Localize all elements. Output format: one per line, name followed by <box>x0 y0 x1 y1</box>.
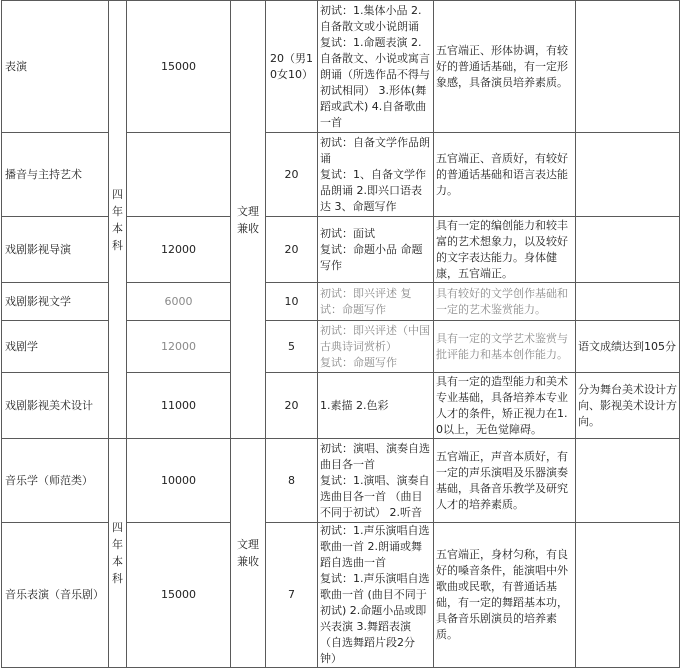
major-cell: 戏剧影视导演 <box>2 217 109 283</box>
enrollment-vertical-text: 文理兼收 <box>237 204 259 235</box>
requirement-cell: 具有较好的文学创作基础和一定的艺术鉴赏能力。 <box>434 283 576 321</box>
table-row <box>2 523 680 668</box>
enrollment-vertical-text: 文理兼收 <box>237 538 259 568</box>
admissions-table <box>1 0 680 668</box>
exam-cell: 初试：面试 复试：命题小品 命题写作 <box>318 217 434 283</box>
note-cell: 语文成绩达到105分 <box>576 321 680 373</box>
tuition-cell: 12000 <box>127 321 231 373</box>
requirement-cell: 五官端正，声音本质好，有一定的声乐演唱及乐器演奏基础，具备音乐教学及研究人才的培养素质。 <box>434 439 576 523</box>
table-row <box>2 217 680 283</box>
major-cell: 戏剧影视美术设计 <box>2 373 109 439</box>
requirement-cell: 具有一定的文学艺术鉴赏与批评能力和基本创作能力。 <box>434 321 576 373</box>
major-cell: 戏剧影视文学 <box>2 283 109 321</box>
duration-cell <box>109 1 127 439</box>
requirement-cell: 五官端正、形体协调，有较好的普通话基础，有一定形象感，具备演员培养素质。 <box>434 1 576 133</box>
note-cell: 分为舞台美术设计方向、影视美术设计方向。 <box>576 373 680 439</box>
major-cell: 音乐表演（音乐剧） <box>2 523 109 668</box>
duration-cell <box>109 439 127 668</box>
requirement-cell: 五官端正，身材匀称，有良好的嗓音条件，能演唱中外歌曲或民歌，有普通话基础，有一定的舞蹈基本功，具备音乐剧演员的培养素质。 <box>434 523 576 668</box>
requirement-cell: 具有一定的造型能力和美术专业基础，具备培养本专业人才的条件，矫正视力在1.0以上，无色觉障碍。 <box>434 373 576 439</box>
quota-cell: 10 <box>266 283 318 321</box>
exam-cell: 1.素描 2.色彩 <box>318 373 434 439</box>
table-row <box>2 133 680 217</box>
table-row <box>2 439 680 523</box>
exam-cell: 初试：1.集体小品 2.自备散文或小说朗诵 复试：1.命题表演 2.自备散文、小说或寓言朗诵（所选作品不得与初试相同） 3.形体(舞蹈或武术) 4.自备歌曲一首 <box>318 1 434 133</box>
quota-cell: 5 <box>266 321 318 373</box>
tuition-cell: 11000 <box>127 373 231 439</box>
exam-cell: 初试：即兴评述（中国古典诗词赏析） 复试：命题写作 <box>318 321 434 373</box>
note-cell <box>576 133 680 217</box>
note-cell <box>576 523 680 668</box>
table-row <box>2 373 680 439</box>
quota-cell: 8 <box>266 439 318 523</box>
duration-vertical-text: 四年本科 <box>112 187 123 252</box>
tuition-cell: 15000 <box>127 1 231 133</box>
exam-cell: 初试：演唱、演奏自选曲目各一首 复试：1.演唱、演奏自选曲目各一首 （曲目不同于初试） 2.听音 <box>318 439 434 523</box>
table-row <box>2 1 680 133</box>
quota-cell: 20（男10女10） <box>266 1 318 133</box>
note-cell <box>576 1 680 133</box>
tuition-cell: 10000 <box>127 439 231 523</box>
tuition-cell <box>127 133 231 217</box>
note-cell <box>576 283 680 321</box>
major-cell: 音乐学（师范类） <box>2 439 109 523</box>
tuition-cell: 6000 <box>127 283 231 321</box>
quota-cell: 20 <box>266 217 318 283</box>
duration-vertical-text: 四年本科 <box>112 521 123 585</box>
quota-cell: 20 <box>266 373 318 439</box>
table-row <box>2 283 680 321</box>
requirement-cell: 具有一定的编创能力和较丰富的艺术想象力，以及较好的文字表达能力。身体健康，五官端正。 <box>434 217 576 283</box>
major-cell: 表演 <box>2 1 109 133</box>
exam-cell: 初试：即兴评述 复试：命题写作 <box>318 283 434 321</box>
note-cell <box>576 217 680 283</box>
exam-cell: 初试：1.声乐演唱自选歌曲一首 2.朗诵或舞蹈自选曲一首 复试：1.声乐演唱自选歌曲一首 (曲目不同于初试) 2.命题小品或即兴表演 3.舞蹈表演（自选舞蹈片段2分钟） <box>318 523 434 668</box>
quota-cell: 7 <box>266 523 318 668</box>
requirement-cell: 五官端正、音质好，有较好的普通话基础和语言表达能力。 <box>434 133 576 217</box>
major-cell: 播音与主持艺术 <box>2 133 109 217</box>
exam-cell: 初试：自备文学作品朗诵 复试：1、自备文学作品朗诵 2.即兴口语表达 3、命题写作 <box>318 133 434 217</box>
table-row <box>2 321 680 373</box>
major-cell: 戏剧学 <box>2 321 109 373</box>
enrollment-cell <box>231 1 266 439</box>
tuition-cell: 12000 <box>127 217 231 283</box>
enrollment-cell <box>231 439 266 668</box>
note-cell <box>576 439 680 523</box>
quota-cell: 20 <box>266 133 318 217</box>
tuition-cell: 15000 <box>127 523 231 668</box>
